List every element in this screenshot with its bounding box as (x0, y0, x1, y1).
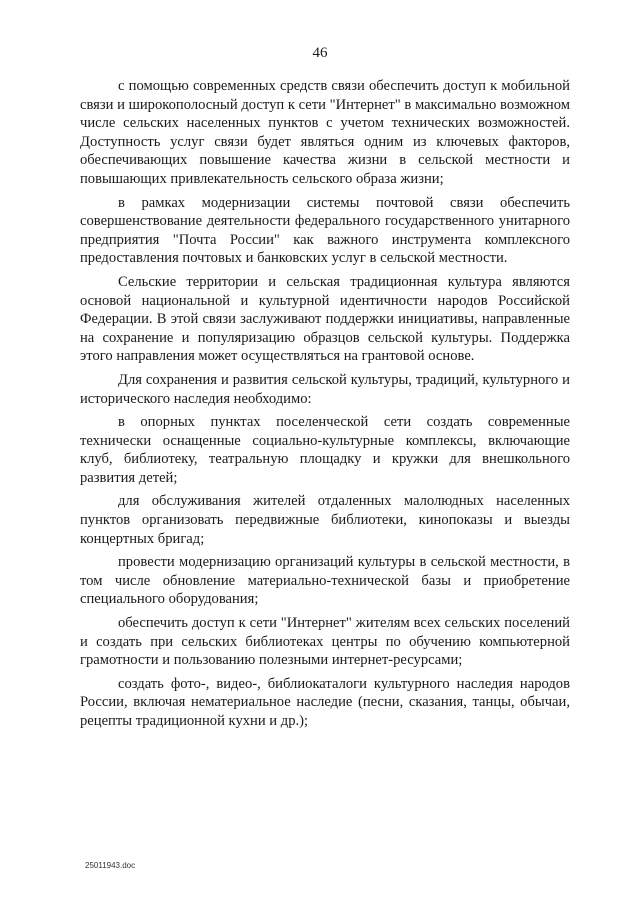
page-number: 46 (312, 45, 328, 61)
paragraph-communications-access: с помощью современных средств связи обеспечить доступ к мобильной связи и широкополосный доступ к сети "Интернет" в максимально возможном числе сельских населенных пунктов с учетом технических возможностей. Доступность услуг связи будет являться одним из ключевых факторов, обеспечивающих повышение качества жизни в сельской местности и повышающих привлекательность сельского образа жизни; (80, 78, 570, 187)
document-body (80, 77, 570, 736)
paragraph-cultural-complexes: в опорных пунктах поселенческой сети создать современные технически оснащенные социально-культурные комплексы, включающие клуб, библиотеку, театральную площадку и кружки для внешкольного развития детей; (80, 414, 570, 486)
paragraph-culture-preservation-intro: Для сохранения и развития сельской культуры, традиций, культурного и исторического наследия необходимо: (80, 371, 570, 407)
paragraph-rural-culture-identity: Сельские территории и сельская традиционная культура являются основой национальной и культурной идентичности народов Российской Федерации. В этой связи заслуживают поддержки инициативы, направленные на сохранение и популяризацию образцов сельской культуры. Поддержка этого направления может осуществляться на грантовой основе. (80, 273, 570, 365)
paragraph-postal-modernization: в рамках модернизации системы почтовой связи обеспечить совершенствование деятельности федерального государственного унитарного предприятия "Почта России" как важного инструмента комплексного предоставления почтовых и банковских услуг в сельской местности. (80, 194, 570, 267)
document-file-code: 25011943.doc (85, 861, 136, 870)
paragraph-library-internet-centers: обеспечить доступ к сети "Интернет" жителям всех сельских поселений и создать при сельских библиотеках центры по обучению компьютерной грамотности и пользованию полезными интернет-ресурсами; (80, 615, 570, 669)
paragraph-culture-modernization: провести модернизацию организаций культуры в сельской местности, в том числе обновление материально-технической базы и приобретение специального оборудования; (80, 554, 570, 608)
paragraph-mobile-libraries: для обслуживания жителей отдаленных малолюдных населенных пунктов организовать передвижные библиотеки, кинопоказы и выезды концертных бригад; (80, 493, 570, 547)
paragraph-heritage-catalogs: создать фото-, видео-, библиокаталоги культурного наследия народов России, включая нематериальное наследие (песни, сказания, танцы, обычаи, рецепты традиционной кухни и др.); (80, 675, 570, 729)
